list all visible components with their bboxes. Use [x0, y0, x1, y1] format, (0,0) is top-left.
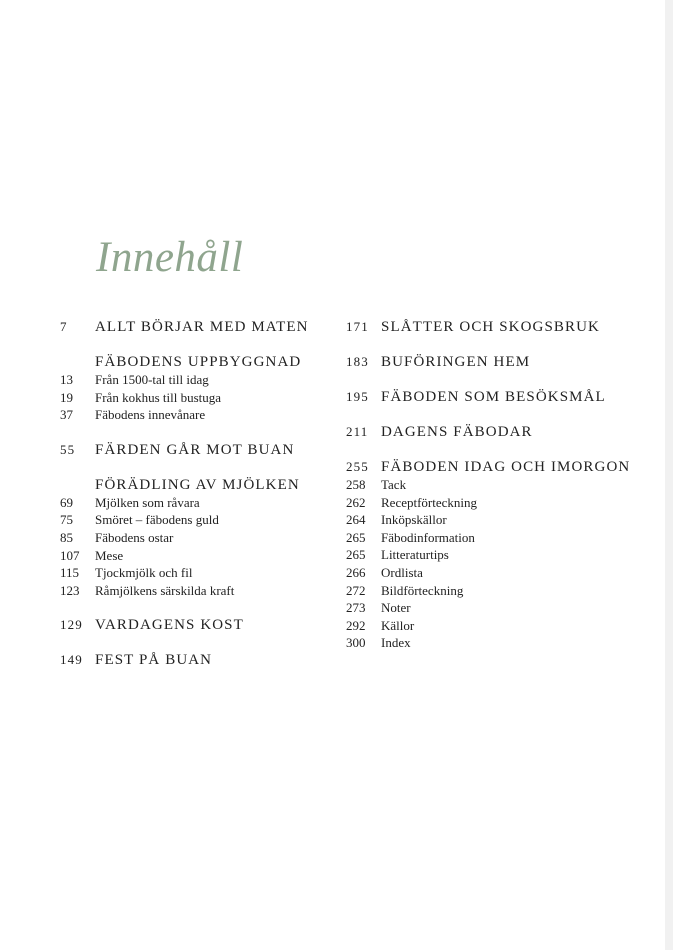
- toc-section-title: Ordlista: [381, 564, 423, 580]
- toc-chapter-entry: [346, 353, 646, 371]
- toc-section-title: Index: [381, 635, 411, 651]
- toc-chapter-title: FEST PÅ BUAN: [95, 652, 213, 669]
- toc-page-number: 123: [60, 582, 80, 598]
- toc-page-number: 55: [60, 441, 76, 457]
- toc-section-entry: [346, 564, 646, 582]
- toc-chapter-title: BUFÖRINGEN HEM: [381, 354, 531, 370]
- toc-page-number: 258: [346, 477, 366, 492]
- toc-page-number: 255: [346, 459, 369, 474]
- toc-section-entry: [60, 389, 330, 407]
- toc-section-entry: [346, 511, 646, 529]
- toc-chapter-title: SLÅTTER OCH SKOGSBRUK: [381, 319, 600, 335]
- toc-page-number: 183: [346, 354, 369, 369]
- toc-page-number: 272: [346, 582, 366, 598]
- toc-section-title: Tjockmjölk och fil: [95, 565, 193, 581]
- toc-section-entry: [346, 634, 646, 652]
- toc-page-number: 264: [346, 512, 366, 528]
- toc-section-entry: [60, 529, 330, 547]
- toc-page-number: 107: [60, 547, 80, 563]
- toc-chapter-entry: [60, 353, 330, 371]
- toc-section-title: Tack: [381, 477, 407, 492]
- toc-section-entry: [60, 547, 330, 565]
- toc-section-title: Mese: [95, 547, 124, 563]
- toc-section-title: Bildförteckning: [381, 582, 464, 598]
- toc-page-number: 75: [60, 512, 73, 528]
- toc-section-entry: [60, 406, 330, 424]
- toc-page-number: 13: [60, 372, 73, 387]
- toc-section-title: Fäbodens ostar: [95, 529, 174, 545]
- toc-chapter-entry: [60, 476, 330, 494]
- toc-page-number: 265: [346, 547, 366, 563]
- toc-chapter-title: FÖRÄDLING AV MJÖLKEN: [95, 476, 300, 493]
- toc-section-title: Mjölken som råvara: [95, 494, 200, 510]
- toc-section-title: Fäbodens innevånare: [95, 407, 206, 423]
- toc-chapter-entry: [346, 423, 646, 441]
- spacer: [346, 441, 646, 458]
- toc-section-entry: [346, 599, 646, 617]
- toc-chapter-entry: [346, 458, 646, 476]
- spacer: [60, 634, 330, 651]
- toc-page-number: 129: [60, 617, 83, 633]
- toc-page-number: 262: [346, 494, 366, 510]
- toc-section-entry: [346, 494, 646, 512]
- toc-section-title: Fäbodinformation: [381, 529, 475, 545]
- toc-chapter-title: FÄBODEN IDAG OCH IMORGON: [381, 459, 631, 475]
- toc-page-number: 292: [346, 617, 366, 633]
- spacer: [60, 599, 330, 616]
- spacer: [60, 424, 330, 441]
- toc-section-entry: [346, 582, 646, 600]
- toc-section-entry: [346, 476, 646, 494]
- toc-left-column: [60, 318, 330, 669]
- spacer: [346, 371, 646, 388]
- toc-page-number: 149: [60, 652, 83, 668]
- toc-chapter-title: FÄBODEN SOM BESÖKSMÅL: [381, 389, 606, 405]
- toc-section-title: Receptförteckning: [381, 494, 478, 510]
- toc-chapter-title: ALLT BÖRJAR MED MATEN: [95, 319, 309, 335]
- toc-page-number: 195: [346, 389, 369, 404]
- toc-chapter-entry: [60, 318, 330, 336]
- toc-page-number: 19: [60, 389, 73, 405]
- spacer: [60, 459, 330, 476]
- toc-page-number: 171: [346, 319, 369, 334]
- toc-section-entry: [60, 494, 330, 512]
- toc-page-number: 300: [346, 635, 366, 651]
- toc-page-number: 115: [60, 565, 80, 581]
- toc-section-entry: [60, 564, 330, 582]
- toc-section-title: Råmjölkens särskilda kraft: [95, 582, 235, 598]
- toc-chapter-title: FÄBODENS UPPBYGGNAD: [95, 354, 302, 370]
- toc-section-entry: [60, 582, 330, 600]
- toc-section-title: Smöret – fäbodens guld: [95, 512, 219, 528]
- toc-chapter-entry: [60, 616, 330, 634]
- toc-page-number: 266: [346, 564, 366, 580]
- page-title: Innehåll: [96, 234, 244, 281]
- toc-page-number: 211: [346, 424, 369, 439]
- toc-chapter-title: VARDAGENS KOST: [95, 617, 244, 634]
- toc-section-title: Källor: [381, 617, 415, 633]
- toc-section-entry: [346, 529, 646, 547]
- toc-chapter-title: FÄRDEN GÅR MOT BUAN: [95, 441, 295, 458]
- spacer: [346, 336, 646, 353]
- toc-chapter-entry: [60, 651, 330, 669]
- toc-right-column: [346, 318, 646, 652]
- toc-chapter-entry: [346, 318, 646, 336]
- toc-page-number: 265: [346, 529, 366, 545]
- spacer: [60, 336, 330, 353]
- toc-section-entry: [346, 546, 646, 564]
- toc-page-number: 273: [346, 600, 366, 616]
- page-edge: [665, 0, 673, 950]
- toc-section-title: Inköpskällor: [381, 512, 447, 528]
- toc-page-number: 37: [60, 407, 73, 423]
- toc-chapter-title: DAGENS FÄBODAR: [381, 424, 533, 440]
- toc-chapter-entry: [60, 441, 330, 459]
- toc-section-entry: [60, 511, 330, 529]
- spacer: [346, 406, 646, 423]
- toc-page-number: 85: [60, 529, 73, 545]
- toc-section-title: Litteraturtips: [381, 547, 449, 563]
- toc-section-entry: [346, 617, 646, 635]
- toc-page-number: 7: [60, 319, 68, 334]
- toc-chapter-entry: [346, 388, 646, 406]
- toc-section-title: Från 1500-tal till idag: [95, 372, 209, 387]
- toc-section-title: Från kokhus till bustuga: [95, 389, 222, 405]
- toc-section-entry: [60, 371, 330, 389]
- toc-section-title: Noter: [381, 600, 411, 616]
- toc-page-number: 69: [60, 494, 73, 510]
